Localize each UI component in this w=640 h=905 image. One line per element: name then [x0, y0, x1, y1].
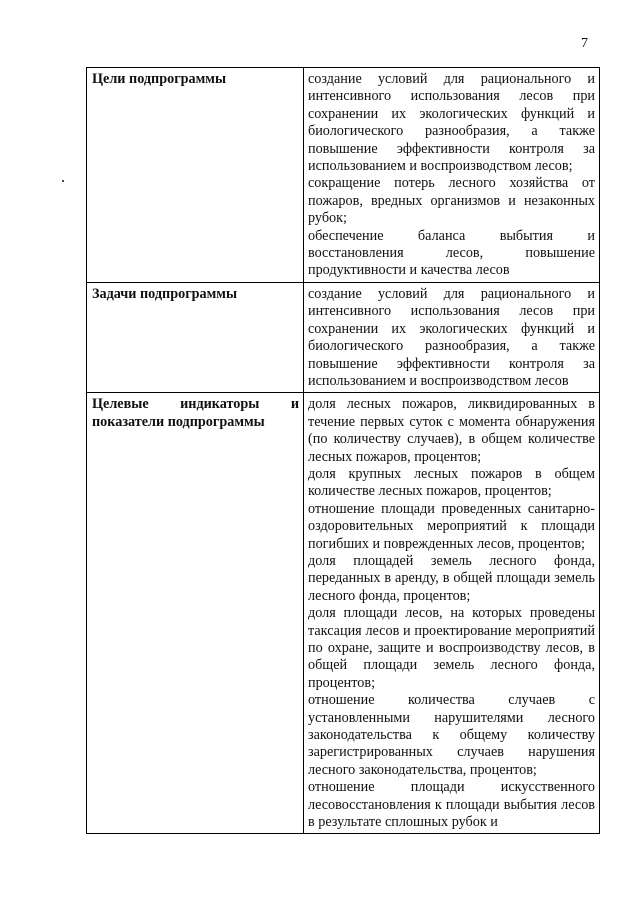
row-label-tasks: Задачи подпрограммы	[87, 282, 304, 392]
row-content-tasks	[304, 282, 600, 392]
goal-paragraph: создание условий для рационального и интенсивного использования лесов при сохранении их экологических функций и биологического разнообразия, а также повышение эффективности контроля за использованием и воспроизводством лесов;	[308, 71, 595, 175]
row-content-indicators	[304, 393, 600, 834]
program-passport-table	[86, 67, 600, 834]
indicator-paragraph: доля площади лесов, на которых проведены таксация лесов и проектирование мероприятий по охране, защите и воспроизводству лесов, в общей площади земель лесного фонда, процентов;	[308, 605, 595, 691]
indicator-paragraph: доля площадей земель лесного фонда, переданных в аренду, в общей площади земель лесного фонда, процентов;	[308, 552, 595, 604]
table-row-goals	[87, 68, 600, 283]
goal-paragraph: сокращение потерь лесного хозяйства от пожаров, вредных организмов и незаконных рубок;	[308, 175, 595, 227]
row-label-indicators: Целевые индикаторы и показатели подпрограммы	[87, 393, 304, 834]
table-row-indicators	[87, 393, 600, 834]
indicator-paragraph: доля лесных пожаров, ликвидированных в течение первых суток с момента обнаружения (по количеству случаев), в общем количестве лесных пожаров, процентов;	[308, 396, 595, 465]
task-paragraph: создание условий для рационального и интенсивного использования лесов при сохранении их экологических функций и биологического разнообразия, а также повышение эффективности контроля за использованием и воспроизводством лесов	[308, 285, 595, 389]
indicator-paragraph: отношение площади проведенных санитарно-оздоровительных мероприятий к площади погибших и поврежденных лесов, процентов;	[308, 500, 595, 552]
indicator-paragraph: отношение площади искусственного лесовосстановления к площади выбытия лесов в результате сплошных рубок и	[308, 779, 595, 831]
scan-speck	[62, 180, 64, 182]
indicator-paragraph: доля крупных лесных пожаров в общем количестве лесных пожаров, процентов;	[308, 465, 595, 500]
table-row-tasks	[87, 282, 600, 392]
row-content-goals	[304, 68, 600, 283]
row-label-goals: Цели подпрограммы	[87, 68, 304, 283]
goal-paragraph: обеспечение баланса выбытия и восстановления лесов, повышение продуктивности и качества лесов	[308, 227, 595, 279]
indicator-paragraph: отношение количества случаев с установленными нарушителями лесного законодательства к общему количеству зарегистрированных случаев нарушения лесного законодательства, процентов;	[308, 692, 595, 778]
page-number: 7	[581, 36, 588, 51]
